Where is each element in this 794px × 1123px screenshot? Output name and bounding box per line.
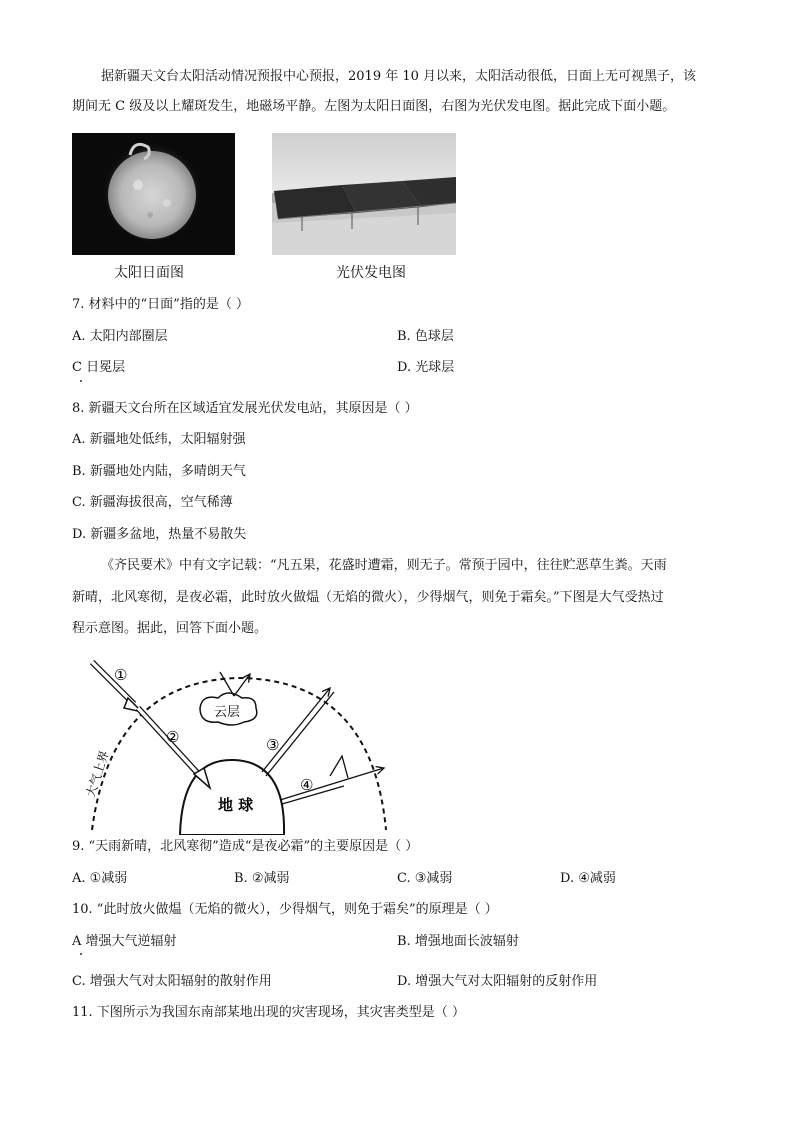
q7-option-c: C 日冕层 — [72, 360, 126, 375]
label-4: ④ — [300, 776, 314, 794]
sun-disk-image — [72, 133, 235, 255]
label-1: ① — [114, 666, 128, 684]
q9-option-a: A. ①减弱 — [72, 871, 128, 886]
q8-option-a: A. 新疆地处低纬，太阳辐射强 — [72, 432, 246, 447]
q10-option-d: D. 增强大气对太阳辐射的反射作用 — [397, 974, 598, 989]
intro2-line-2: 新晴，北风寒彻，是夜必霜，此时放火做煴（无焰的微火），少得烟气，则免于霜矣。”下图是大气受热过 — [72, 590, 664, 605]
q8-option-c: C. 新疆海拔很高，空气稀薄 — [72, 495, 233, 510]
q7-option-b: B. 色球层 — [397, 329, 454, 344]
earth-label: 地 球 — [218, 796, 254, 814]
q11-stem: 11. 下图所示为我国东南部某地出现的灾害现场，其灾害类型是（ ） — [72, 1005, 465, 1020]
q9-option-c: C. ③减弱 — [397, 871, 453, 886]
q8-option-d: D. 新疆多盆地，热量不易散失 — [72, 527, 247, 542]
q10-option-b: B. 增强地面长波辐射 — [397, 934, 519, 949]
arrow-3 — [262, 688, 330, 772]
boundary-label: 大气上界 — [83, 748, 112, 799]
q7-option-d: D. 光球层 — [397, 360, 455, 375]
sun-caption: 太阳日面图 — [114, 265, 184, 281]
intro-line-1: 据新疆天文台太阳活动情况预报中心预报，2019 年 10 月以来，太阳活动很低，日面上无可视黑子，该 — [101, 69, 697, 84]
q10-stem: 10. “此时放火做煴（无焰的微火），少得烟气，则免于霜矣”的原理是（ ） — [72, 902, 498, 917]
intro-line-2: 期间无 C 级及以上耀斑发生，地磁场平静。左图为太阳日面图，右图为光伏发电图。据此完成下面小题。 — [72, 99, 676, 114]
intro2-line-1: 《齐民要术》中有文字记载：“凡五果，花盛时遭霜，则无子。常预于园中，往往贮恶草生粪。天雨 — [101, 558, 667, 573]
q9-option-d: D. ④减弱 — [560, 871, 616, 886]
dot-mark — [80, 380, 82, 382]
q9-option-b: B. ②减弱 — [234, 871, 290, 886]
intro2-line-3: 程示意图。据此，回答下面小题。 — [72, 621, 268, 636]
q9-stem: 9. “天雨新晴，北风寒彻”造成“是夜必霜”的主要原因是（ ） — [72, 839, 419, 854]
q8-stem: 8. 新疆天文台所在区域适宜发展光伏发电站，其原因是（ ） — [72, 401, 418, 416]
dot-mark — [80, 953, 82, 955]
q10-option-a: A 增强大气逆辐射 — [72, 934, 177, 949]
label-3: ③ — [266, 736, 280, 754]
q8-option-b: B. 新疆地处内陆，多晴朗天气 — [72, 464, 246, 479]
q10-option-c: C. 增强大气对太阳辐射的散射作用 — [72, 974, 272, 989]
atmosphere-heating-diagram — [72, 650, 402, 835]
pv-caption: 光伏发电图 — [336, 265, 406, 281]
cloud-label: 云层 — [214, 705, 241, 720]
q7-option-a: A. 太阳内部圈层 — [72, 329, 168, 344]
q7-stem: 7. 材料中的“日面”指的是（ ） — [72, 297, 249, 312]
pv-station-image — [272, 133, 456, 255]
label-2: ② — [166, 728, 180, 746]
